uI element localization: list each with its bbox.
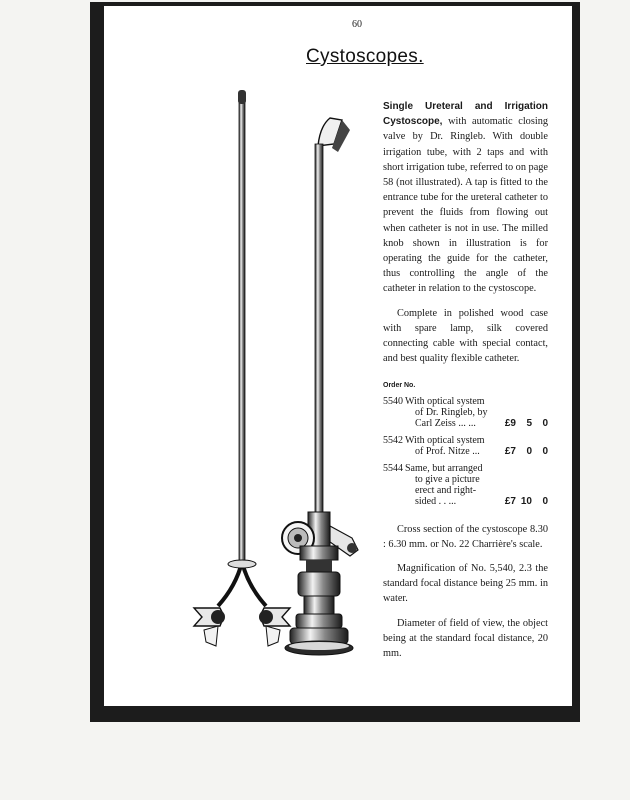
cystoscope-illustration	[180, 86, 380, 676]
price-pounds: £9	[504, 417, 516, 429]
page-title: Cystoscopes.	[306, 46, 424, 67]
product-name: Single Ureteral and Irrigation Cystoscope,	[383, 101, 548, 128]
order-number: 5540	[383, 395, 403, 407]
price-pence: 0	[542, 445, 548, 457]
order-header: Order No.	[383, 382, 416, 390]
intro-paragraph	[383, 99, 548, 297]
irrigation-tube	[218, 90, 266, 606]
price-pence: 0	[542, 495, 548, 507]
price-shillings: 5	[526, 417, 532, 429]
order-description: Same, but arranged to give a picture erect and right- sided . . ...	[405, 462, 483, 507]
intro-body: with automatic closing valve by Dr. Ringleb. With double irrigation tube, with 2 taps and with short irrigation tube, referred to on page 58 (not illustrated). A tap is fitted to the entrance tube for the ureteral catheter to prevent the fluids from flowing out when catheter is not in use. The milled knob shown in illustration is for operating the guide for the catheter, thus controlling the angle of the catheter in relation to the cystoscope.	[383, 116, 548, 295]
price-pence: 0	[542, 417, 548, 429]
cross-section-note: Cross section of the cystoscope 8.30 : 6.30 mm. or No. 22 Charrière's scale.	[383, 523, 548, 550]
ocular-eyepiece	[285, 546, 353, 655]
order-row	[383, 396, 548, 435]
magnification-note: Magnification of No. 5,540, 2.3 the standard focal distance being 25 mm. in water.	[383, 563, 548, 605]
order-number: 5542	[383, 434, 403, 446]
order-number: 5544	[383, 462, 403, 474]
order-description: With optical system of Prof. Nitze ...	[405, 434, 485, 457]
price-pounds: £7	[504, 495, 516, 507]
description-column	[383, 99, 548, 661]
order-row	[383, 463, 548, 513]
cystoscope-body	[308, 118, 350, 546]
complete-paragraph: Complete in polished wood case with spare lamp, silk covered connecting cable with special contact, and best quality flexible catheter.	[383, 307, 548, 365]
left-tap	[194, 608, 225, 646]
page-number: 60	[352, 19, 362, 30]
price-shillings: 10	[520, 495, 532, 507]
order-description: With optical system of Dr. Ringleb, by Carl Zeiss ... ...	[405, 395, 488, 429]
price-pounds: £7	[504, 445, 516, 457]
right-tap	[259, 608, 290, 646]
order-row	[383, 435, 548, 463]
price-shillings: 0	[526, 445, 532, 457]
order-table	[383, 396, 548, 513]
field-of-view-note: Diameter of field of view, the object being at the standard focal distance, 20 mm.	[383, 617, 548, 660]
